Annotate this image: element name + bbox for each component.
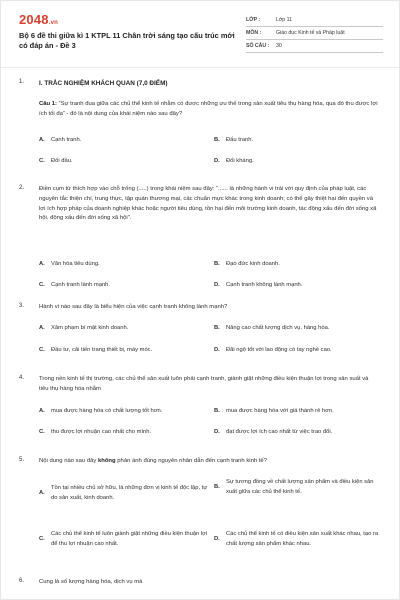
meta-label: LỚP : [246,17,261,23]
question-2 [19,185,383,297]
question-number: 6. [19,578,25,584]
meta-value: Lớp 11 [276,17,292,23]
option-c[interactable] [39,281,110,291]
document-title: Bộ 6 đề thi giữa kì 1 KTPL 11 Chân trời sáng tạo cấu trúc mới có đáp án - Đề 3 [19,31,235,50]
question-number: 2. [19,185,25,191]
option-text: Đạo đức kinh doanh. [226,261,280,267]
option-letter: B. [214,137,220,143]
option-letter: C. [39,536,45,543]
option-letter: C. [39,347,45,353]
option-text: Sự tương đồng về chất lượng sản phẩm và điều kiện sản xuất giữa các chủ thể kinh tế. [226,479,374,495]
option-text: Nâng cao chất lượng dịch vụ, hàng hóa. [226,325,330,331]
option-a[interactable] [39,475,209,513]
option-text: Đối đầu. [51,158,73,164]
option-d[interactable] [214,281,302,291]
option-b[interactable] [214,469,382,507]
option-text: thu được lợi nhuận cao nhất cho mình. [51,429,152,435]
option-a[interactable] [39,260,100,270]
question-text [39,100,379,120]
option-b[interactable] [214,260,280,270]
option-text: mua được hàng hóa có chất lượng tốt hơn. [51,408,163,414]
question-text: Hành vi nào sau đây là biểu hiện của việc cạnh tranh không lành mạnh? [39,304,228,310]
option-b[interactable] [214,136,253,146]
option-letter: D. [214,282,220,288]
section-title: I. TRẮC NGHIỆM KHÁCH QUAN (7,0 ĐIỂM) [39,80,168,87]
option-text: Đầu tư, cải tiến trang thiết bị, máy móc. [51,347,153,353]
option-c[interactable] [39,522,209,558]
option-a[interactable] [39,407,162,417]
question-label: Câu 1: [39,100,58,107]
option-b[interactable] [214,324,329,334]
option-text: mua được hàng hóa với giá thành rẻ hơn. [226,408,334,414]
option-letter: C. [39,282,45,288]
option-letter: A. [39,408,45,414]
option-d[interactable] [214,428,332,438]
option-text: Đấu tranh. [226,137,254,143]
option-text: Các chủ thể kinh tế luôn giành giật những điều kiện thuận lợi để thu lợi nhuận cao nhất. [51,531,208,547]
header-divider [1,67,400,68]
option-letter: C. [39,429,45,435]
option-c[interactable] [39,346,152,356]
option-letter: B. [214,484,220,491]
meta-value: Giáo dục Kinh tế và Pháp luật [276,30,345,36]
option-text: đạt được lợi ích cao nhất từ việc trao đổi. [226,429,333,435]
option-letter: B. [214,408,220,414]
option-a[interactable] [39,136,81,146]
question-text [39,457,379,467]
question-4 [19,375,383,451]
option-letter: B. [214,261,220,267]
option-letter: A. [39,325,45,331]
question-1 [19,79,383,179]
question-stem: phản ánh đúng nguyên nhân dẫn đến cạnh tranh kinh tế? [115,458,267,464]
option-letter: D. [214,536,220,543]
site-logo[interactable] [19,12,58,27]
meta-row-subject [246,27,383,40]
option-letter: A. [39,261,45,267]
question-5 [19,457,383,567]
document-header [19,12,383,62]
option-text: Đối kháng. [226,158,254,164]
question-number: 3. [19,303,25,309]
option-text: Xâm phạm bí mật kinh doanh. [51,325,129,331]
option-letter: D. [214,429,220,435]
question-stem: Nội dung nào sau đây [39,458,98,464]
emphasis-word: không [97,458,116,464]
meta-label: SỐ CÂU : [246,43,270,49]
question-number: 5. [19,457,25,463]
meta-value: 30 [276,43,282,49]
option-text: Cạnh tranh. [51,137,82,143]
option-letter: D. [214,158,220,164]
question-stem: “Sự tranh đua giữa các chủ thể kinh tế nhằm có được những ưu thế trong sản xuất tiêu thụ hàng hóa, qua đó thu được lợi ích tối đa” - đó là nội dung của khái niệm nào sau đây? [39,100,378,117]
logo-suffix: .vn [48,20,59,26]
option-letter: A. [39,490,45,497]
option-letter: B. [214,325,220,331]
meta-label: MÔN : [246,30,262,36]
question-text: Cung là số lượng hàng hóa, dịch vụ mà [39,579,143,585]
logo-text: 2048 [19,12,49,27]
document-meta [246,14,383,53]
option-text: Các chủ thể kinh tế có điều kiện sản xuất khác nhau, tạo ra chất lượng sản phẩm khác nhau. [226,531,379,547]
meta-row-class [246,14,383,27]
option-b[interactable] [214,407,334,417]
question-body [39,79,379,119]
question-text: Trong nền kinh tế thị trường, các chủ thể sản xuất luôn phải cạnh tranh, giành giật những điều kiện thuận lợi trong sản xuất và tiêu thụ hàng hóa nhằm [39,376,369,392]
option-text: Đãi ngộ tốt với lao động có tay nghề cao. [226,347,332,353]
option-d[interactable] [214,157,254,167]
option-c[interactable] [39,157,73,167]
question-text: Điền cụm từ thích hợp vào chỗ trống (.....) trong khái niệm sau đây: “...... là những hành vi trái với quy định của pháp luật, các nguyên tắc thiện chí, trung thực, tập quán thương mại, các chuẩn mực khác trong kinh doanh; có thể gây thiệt hại đến quyền và lợi ích hợp pháp của doanh nghiệp khác hoặc người tiêu dùng, tồn hại đến môi trường kinh doanh, tác động xấu đến đời sống xã hội. động xấu đến đời sống xã hội”. [39,186,377,222]
option-d[interactable] [214,522,382,558]
meta-row-count [246,40,383,53]
option-text: Tồn tại nhiều chủ sở hữu, là những đơn vị kinh tế độc lập, tự do sản xuất, kinh doanh. [51,485,208,501]
option-c[interactable] [39,428,151,438]
option-d[interactable] [214,346,332,356]
option-letter: D. [214,347,220,353]
option-letter: C. [39,158,45,164]
option-text: Cạnh tranh không lành mạnh. [226,282,303,288]
option-a[interactable] [39,324,128,334]
option-text: Văn hóa tiêu dùng. [51,261,100,267]
question-3 [19,303,383,369]
option-text: Cạnh tranh lành mạnh. [51,282,110,288]
question-6 [19,578,383,592]
question-number: 1. [19,79,25,85]
option-letter: A. [39,137,45,143]
question-number: 4. [19,375,25,381]
